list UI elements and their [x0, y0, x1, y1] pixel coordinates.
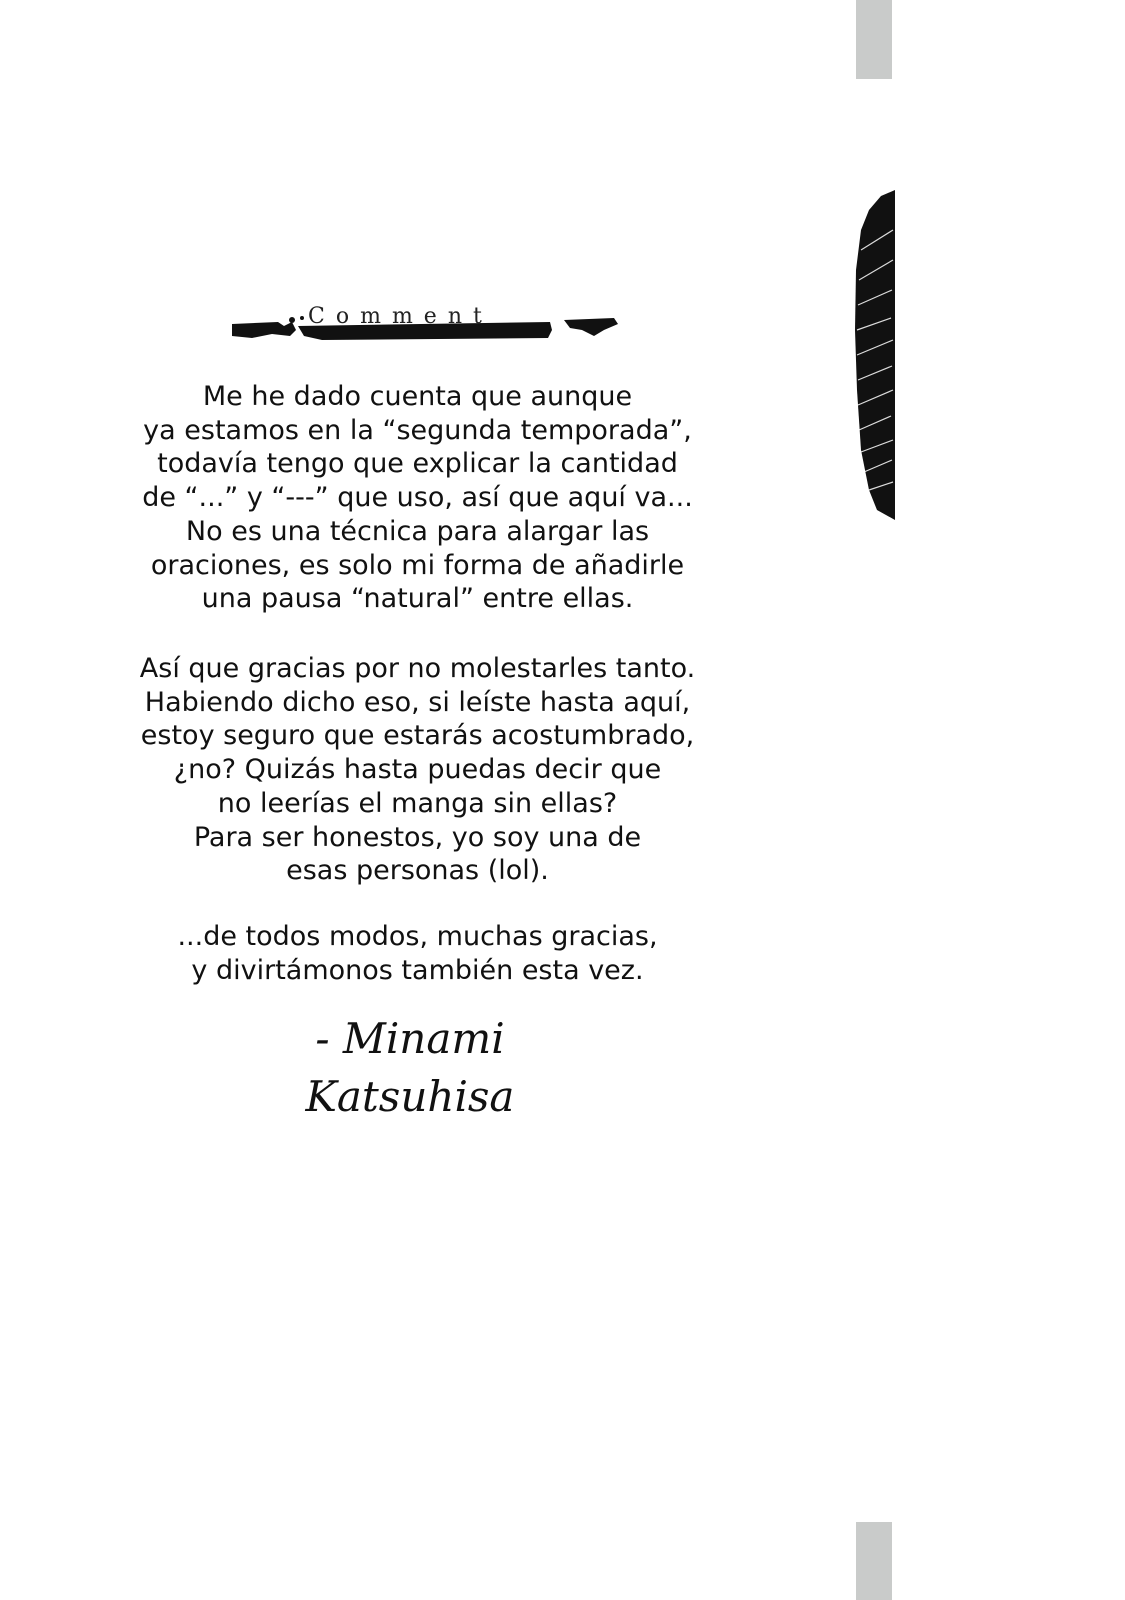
- brush-stroke-edge: [855, 190, 895, 520]
- paragraph-3: ...de todos modos, muchas gracias, y divirtámonos también esta vez.: [177, 921, 658, 986]
- top-edge-tab: [856, 0, 892, 79]
- author-signature: - Minami Katsuhisa: [305, 1014, 515, 1121]
- comment-header: [232, 300, 632, 350]
- bottom-edge-tab: [856, 1522, 892, 1600]
- paragraph-2: Así que gracias por no molestarles tanto. Habiendo dicho eso, si leíste hasta aquí, estoy seguro que estarás acostumbrado, ¿no? Quizás hasta puedas decir que no leerías el manga sin ellas? Para ser honestos, yo soy una de esas personas (lol).: [139, 653, 696, 887]
- comment-label: Comment: [308, 304, 493, 329]
- paragraph-1: Me he dado cuenta que aunque ya estamos en la “segunda temporada”, todavía tengo que explicar la cantidad de “...” y “---” que uso, así que aquí va... No es una técnica para alargar las oraciones, es solo mi forma de añadirle una pausa “natural” entre ellas.: [142, 381, 693, 615]
